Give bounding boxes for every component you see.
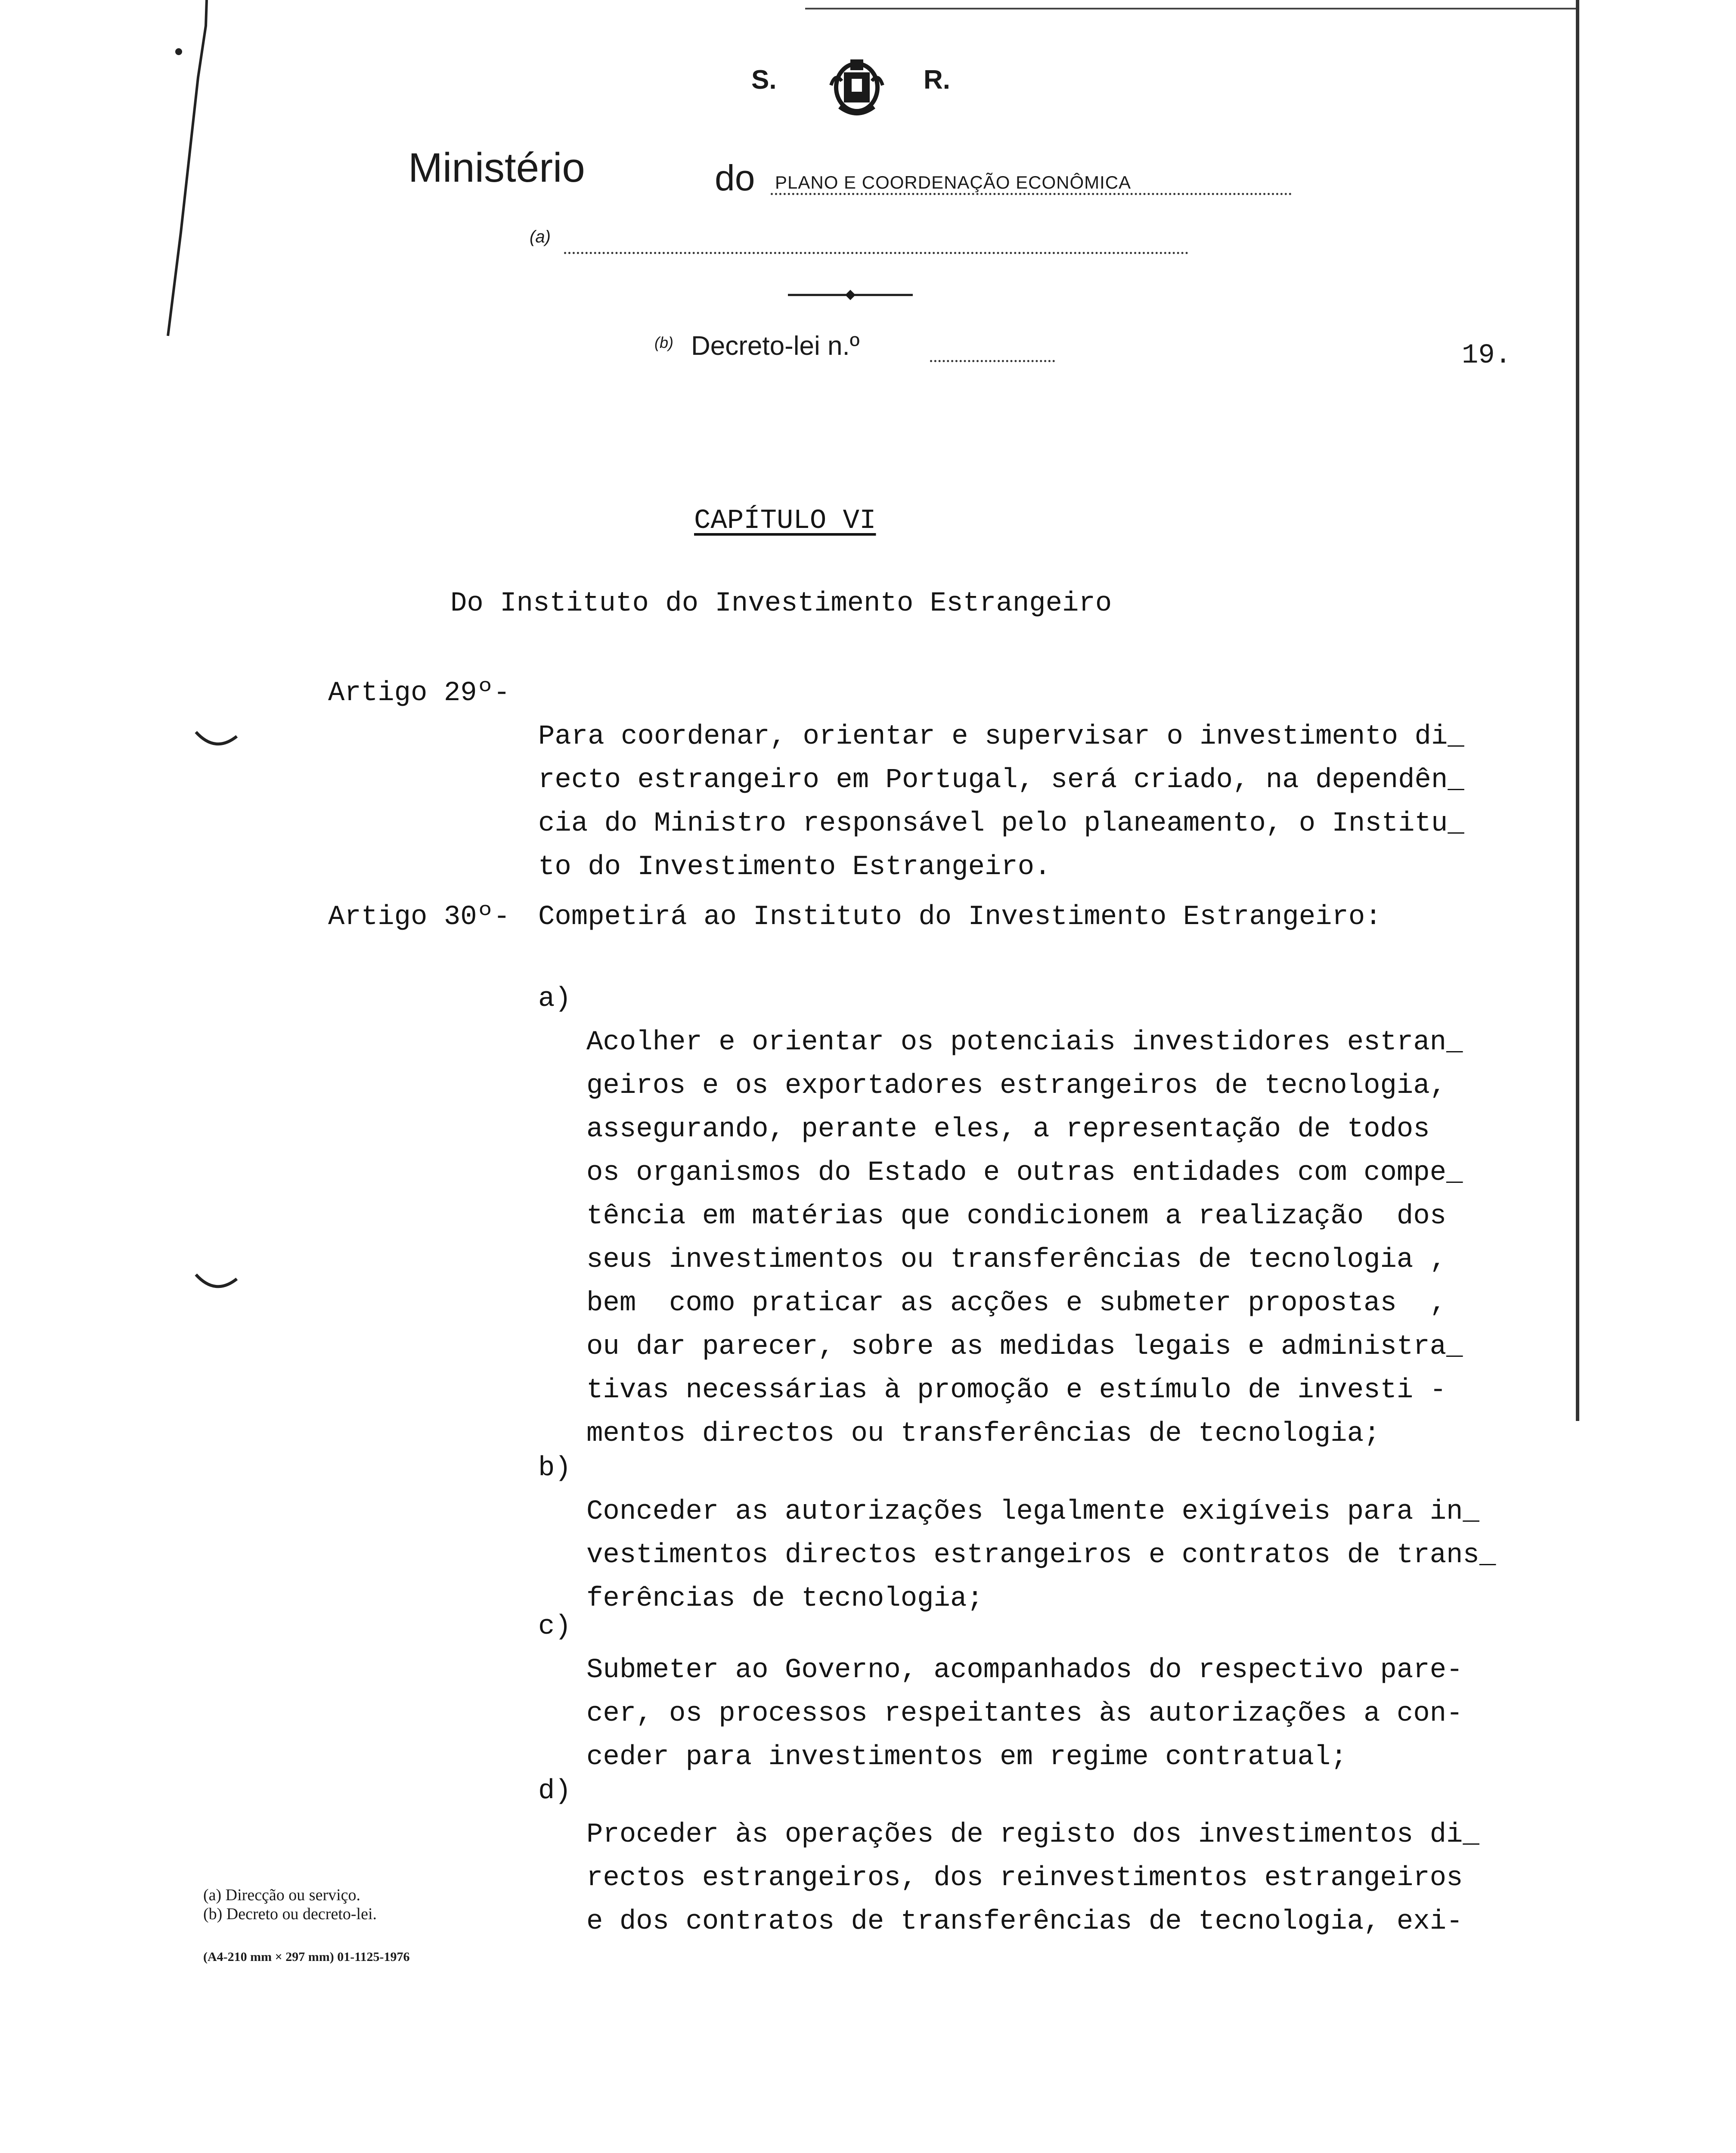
text-line: assegurando, perante eles, a representação de todos xyxy=(586,1114,1430,1145)
text-line: ferências de tecnologia; xyxy=(586,1583,983,1614)
footnote-b: (b) Decreto ou decreto-lei. xyxy=(203,1905,377,1923)
text-line: os organismos do Estado e outras entidades com compe_ xyxy=(586,1157,1463,1188)
text-line: Proceder às operações de registo dos investimentos di_ xyxy=(586,1819,1479,1850)
scan-top-edge xyxy=(805,8,1578,9)
item-c-label: c) xyxy=(538,1611,571,1642)
text-line: mentos directos ou transferências de tecnologia; xyxy=(586,1418,1380,1449)
article-30-label: Artigo 30º- xyxy=(328,902,510,933)
item-a-label: a) xyxy=(538,983,571,1014)
text-line: vestimentos directos estrangeiros e contratos de trans_ xyxy=(586,1540,1496,1571)
text-line: cia do Ministro responsável pelo planeamento, o Institu_ xyxy=(538,808,1464,839)
text-line: to do Investimento Estrangeiro. xyxy=(538,852,1051,883)
text-line: ceder para investimentos em regime contratual; xyxy=(586,1742,1347,1773)
year-field: 19. xyxy=(1462,340,1512,371)
ministry-dotted-line xyxy=(771,193,1292,195)
text-line: Para coordenar, orientar e supervisar o investimento di_ xyxy=(538,721,1464,752)
text-line: bem como praticar as acções e submeter propostas , xyxy=(586,1288,1447,1319)
text-line: ou dar parecer, sobre as medidas legais e administra_ xyxy=(586,1331,1463,1362)
scan-right-edge xyxy=(1576,0,1579,1421)
header-r-letter: R. xyxy=(924,65,950,95)
article-30-text: Competirá ao Instituto do Investimento Estrangeiro: xyxy=(538,902,1382,933)
service-line-marker: (a) xyxy=(530,227,551,246)
header-s-letter: S. xyxy=(751,65,777,95)
item-c-text xyxy=(586,1605,1463,1779)
item-b-label: b) xyxy=(538,1453,571,1484)
item-d-label: d) xyxy=(538,1776,571,1807)
text-line: geiros e os exportadores estrangeiros de tecnologia, xyxy=(586,1070,1447,1101)
decreto-dotted-line xyxy=(930,360,1055,362)
footnote-a: (a) Direcção ou serviço. xyxy=(203,1886,361,1904)
item-a-text xyxy=(586,977,1463,1456)
ministerio-do: do xyxy=(715,158,755,198)
text-line: tivas necessárias à promoção e estímulo de investi - xyxy=(586,1375,1447,1406)
decreto-label: Decreto-lei n.º xyxy=(691,331,860,361)
text-line: cer, os processos respeitantes às autorizações a con- xyxy=(586,1698,1463,1729)
text-line: Conceder as autorizações legalmente exigíveis para in_ xyxy=(586,1496,1479,1527)
article-29-text xyxy=(538,672,1464,889)
text-line: rectos estrangeiros, dos reinvestimentos estrangeiros xyxy=(586,1863,1463,1894)
coat-of-arms-icon xyxy=(827,55,887,120)
article-29-label: Artigo 29º- xyxy=(328,678,510,709)
margin-check-mark xyxy=(194,728,241,754)
item-d-text xyxy=(586,1770,1479,1944)
text-line: seus investimentos ou transferências de tecnologia , xyxy=(586,1244,1447,1275)
text-line: tência em matérias que condicionem a realização dos xyxy=(586,1201,1447,1232)
margin-pen-mark xyxy=(155,0,215,344)
form-code: (A4-210 mm × 297 mm) 01-1125-1976 xyxy=(203,1950,410,1964)
service-dotted-line xyxy=(564,252,1188,254)
item-b-text xyxy=(586,1447,1496,1621)
text-line: e dos contratos de transferências de tecnologia, exi- xyxy=(586,1906,1463,1937)
ministry-name: PLANO E COORDENAÇÃO ECONÔMICA xyxy=(775,172,1132,192)
text-line: Submeter ao Governo, acompanhados do respectivo pare- xyxy=(586,1655,1463,1686)
decreto-marker: (b) xyxy=(654,334,673,351)
text-line: Acolher e orientar os potenciais investidores estran_ xyxy=(586,1027,1463,1058)
text-line: recto estrangeiro em Portugal, será criado, na dependên_ xyxy=(538,765,1464,796)
ministerio-heading: Ministério xyxy=(408,145,585,191)
chapter-title: CAPÍTULO VI xyxy=(694,506,876,537)
chapter-subtitle: Do Instituto do Investimento Estrangeiro xyxy=(450,588,1112,619)
margin-check-mark xyxy=(194,1270,241,1296)
ornament-divider xyxy=(788,289,913,301)
